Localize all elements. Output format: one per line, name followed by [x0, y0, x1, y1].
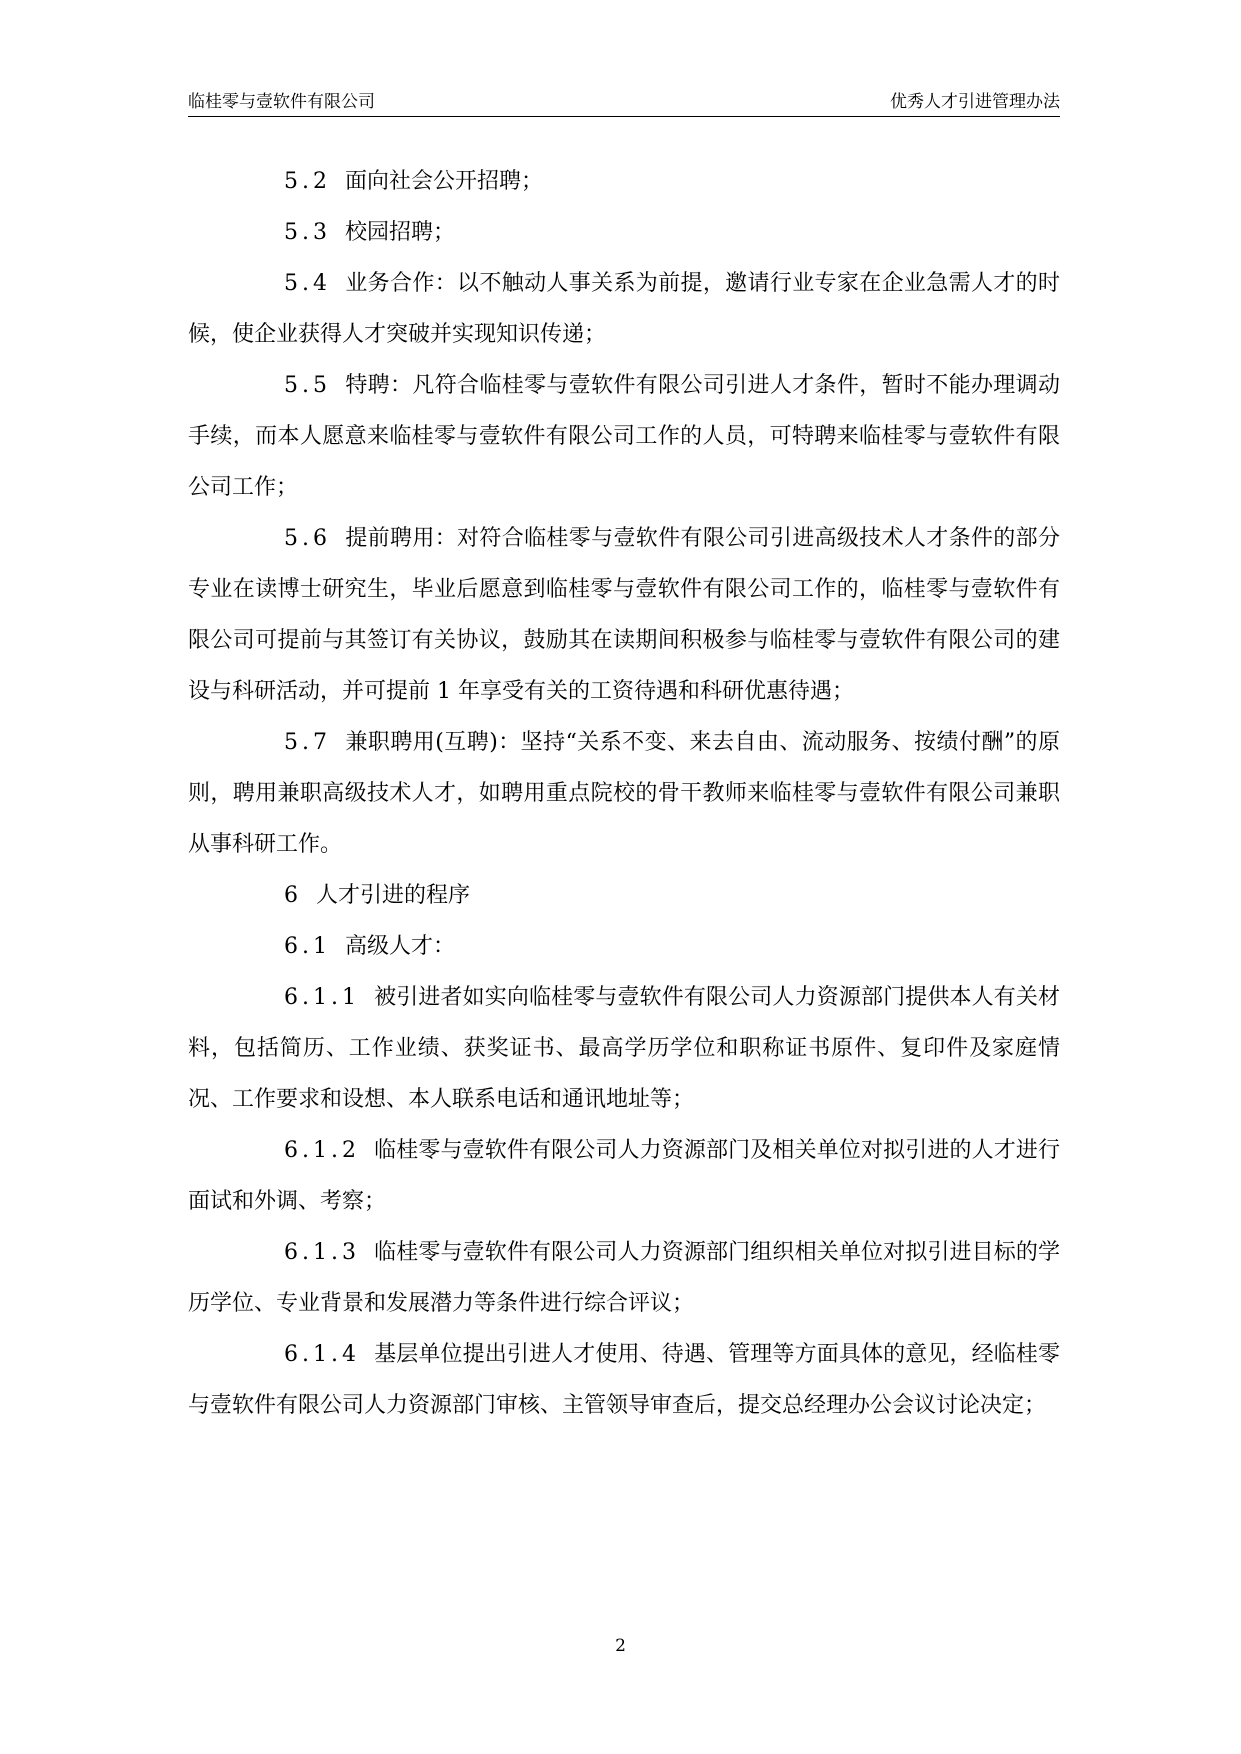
clause-5-3: [188, 207, 1060, 258]
clause-5-2: [188, 156, 1060, 207]
clause-text: 高级人才：: [345, 934, 456, 959]
section-title: 人才引进的程序: [316, 883, 471, 908]
clause-6-1-4: [188, 1329, 1060, 1431]
clause-text: 特聘：凡符合临桂零与壹软件有限公司引进人才条件，暂时不能办理调动手续，而本人愿意来临桂零与壹软件有限公司工作的人员，可特聘来临桂零与壹软件有限公司工作；: [188, 373, 1060, 500]
page-number: 2: [615, 1636, 626, 1656]
clause-text: 临桂零与壹软件有限公司人力资源部门组织相关单位对拟引进目标的学历学位、专业背景和发展潜力等条件进行综合评议；: [188, 1240, 1060, 1316]
clause-6-1-2: [188, 1125, 1060, 1227]
clause-number: 5.2: [284, 169, 331, 194]
clause-6-1: [188, 921, 1060, 972]
clause-text: 被引进者如实向临桂零与壹软件有限公司人力资源部门提供本人有关材料，包括简历、工作业绩、获奖证书、最高学历学位和职称证书原件、复印件及家庭情况、工作要求和设想、本人联系电话和通讯地址等；: [188, 985, 1060, 1112]
clause-text: 业务合作：以不触动人事关系为前提，邀请行业专家在企业急需人才的时候，使企业获得人才突破并实现知识传递；: [188, 271, 1060, 347]
clause-text: 面向社会公开招聘；: [345, 169, 544, 194]
clause-6-1-1: [188, 972, 1060, 1125]
clause-6-1-3: [188, 1227, 1060, 1329]
clause-number: 5.6: [284, 526, 331, 551]
clause-text: 基层单位提出引进人才使用、待遇、管理等方面具体的意见，经临桂零与壹软件有限公司人力资源部门审核、主管领导审查后，提交总经理办公会议讨论决定；: [188, 1342, 1060, 1418]
clause-5-4: [188, 258, 1060, 360]
clause-number: 5.3: [284, 220, 331, 245]
document-body: [188, 156, 1060, 1431]
clause-number: 6.1.2: [284, 1138, 360, 1163]
clause-text: 校园招聘；: [345, 220, 456, 245]
clause-number: 5.4: [284, 271, 331, 296]
clause-text: 提前聘用：对符合临桂零与壹软件有限公司引进高级技术人才条件的部分专业在读博士研究生，毕业后愿意到临桂零与壹软件有限公司工作的，临桂零与壹软件有限公司可提前与其签订有关协议，鼓励其在读期间积极参与临桂零与壹软件有限公司的建设与科研活动，并可提前 1 年享受有关的工资待遇和科研优惠待遇；: [188, 526, 1060, 704]
clause-5-5: [188, 360, 1060, 513]
section-6-heading: [188, 870, 1060, 921]
clause-number: 6.1.3: [284, 1240, 360, 1265]
clause-number: 6.1.4: [284, 1342, 360, 1367]
clause-number: 6.1.1: [284, 985, 360, 1010]
clause-5-7: [188, 717, 1060, 870]
clause-number: 5.5: [284, 373, 331, 398]
clause-number: 5.7: [284, 730, 331, 755]
clause-number: 6.1: [284, 934, 331, 959]
clause-text: 临桂零与壹软件有限公司人力资源部门及相关单位对拟引进的人才进行面试和外调、考察；: [188, 1138, 1060, 1214]
clause-5-6: [188, 513, 1060, 717]
clause-text: 兼职聘用(互聘)：坚持“关系不变、来去自由、流动服务、按绩付酬”的原则，聘用兼职高级技术人才，如聘用重点院校的骨干教师来临桂零与壹软件有限公司兼职从事科研工作。: [188, 730, 1060, 857]
section-number: 6: [284, 883, 302, 908]
header-document-title: 优秀人才引进管理办法: [890, 92, 1060, 112]
header-company-name: 临桂零与壹软件有限公司: [188, 92, 375, 112]
page-header: [188, 88, 1060, 117]
